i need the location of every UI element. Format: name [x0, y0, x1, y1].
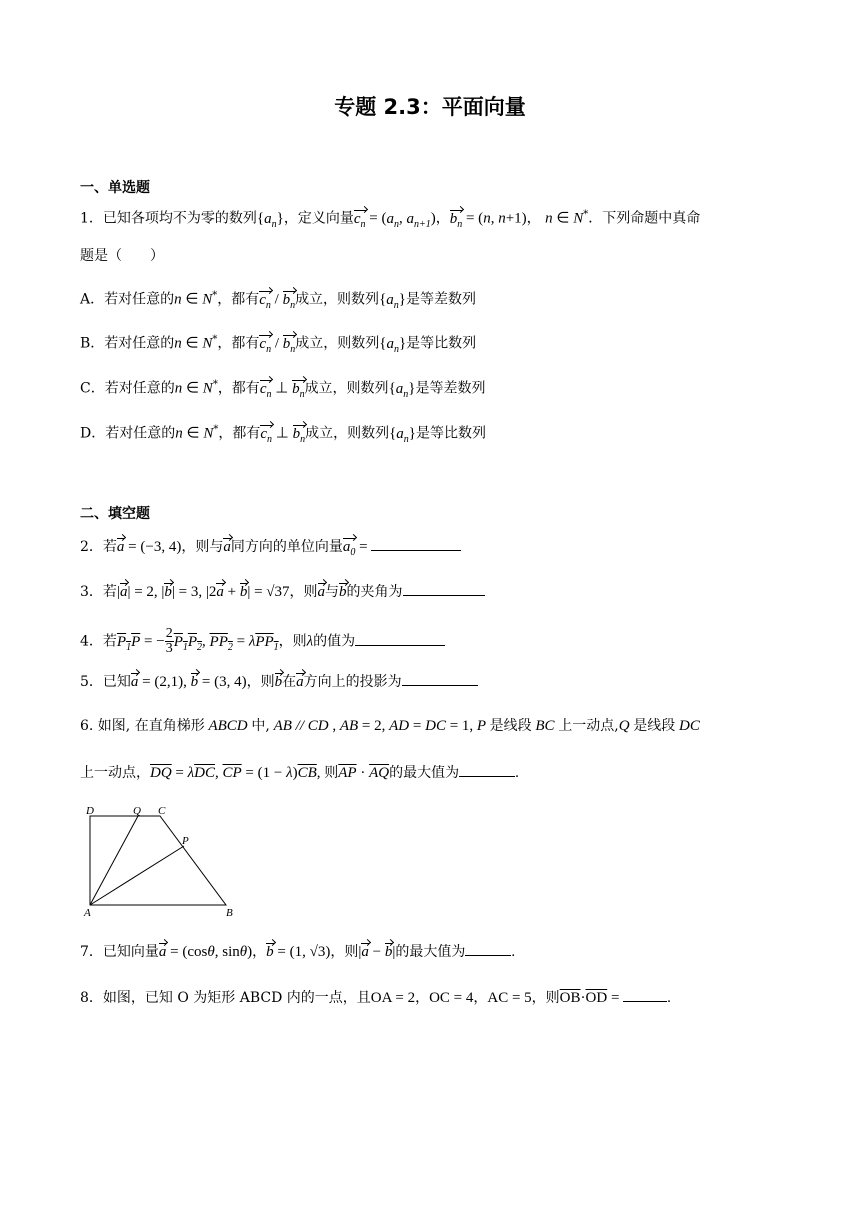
- option-d[interactable]: D．若对任意的n ∈ N*，都有$c_n$ ⊥ $b_n$成立，则数列$\{a_n\}$是等比数列: [80, 424, 486, 445]
- page-title: 专题 2.3：平面向量: [334, 95, 526, 119]
- answer-blank[interactable]: [355, 633, 445, 646]
- label-c: C: [158, 805, 166, 817]
- option-a[interactable]: A．若对任意的n ∈ N*，都有$c_n / b_n$成立，则数列$\{a_n\}$是等差数列: [80, 290, 476, 311]
- label-b: B: [226, 907, 233, 919]
- answer-blank[interactable]: [459, 764, 515, 777]
- option-b[interactable]: B．若对任意的n ∈ N*，都有$c_n / b_n$成立，则数列$\{a_n\}$是等比数列: [80, 334, 477, 355]
- answer-blank[interactable]: [371, 538, 461, 551]
- trapezoid-figure: [80, 800, 250, 922]
- question-4: 4．若$P_1P$ = − $\frac{2}{3}$ $P_1P_2$, $PP_2 = \lambda PP_1$，则λ的值为: [80, 627, 445, 656]
- answer-blank[interactable]: [403, 583, 485, 596]
- question-6: 6. 如图, 在直角梯形 ABCD 中, AB // CD , AB = 2, AD = DC = 1, P 是线段 BC 上一动点,Q 是线段 DC: [80, 718, 700, 734]
- question-1-stem-cont: 题是（ ）: [80, 248, 164, 264]
- section-fill-blank: 二、填空题: [80, 506, 150, 522]
- option-c[interactable]: C．若对任意的n ∈ N*，都有$c_n$ ⊥ $b_n$成立，则数列$\{a_n\}$是等差数列: [80, 379, 486, 400]
- label-p: P: [182, 835, 189, 847]
- question-1-stem: 1．已知各项均不为零的数列$\{a_n\}$，定义向量$c_n = (a_n$, $a_{n+1}$)，$b_n = (n$, n+1)， n ∈ N*．下列命题中真命: [80, 209, 701, 230]
- question-3: 3．若|a| = 2, |b| = 3, |2a + b| = √37，则a与b的夹角为: [80, 583, 485, 600]
- question-2: 2．若a = (−3, 4)，则与a同方向的单位向量$a_0$ =: [80, 538, 461, 558]
- question-8: 8．如图，已知 O 为矩形 ABCD 内的一点，且OA = 2，OC = 4，AC = 5，则$\overline{OB}\cdot\overline{OD}$ = .: [80, 990, 671, 1006]
- answer-blank[interactable]: [623, 989, 667, 1002]
- question-6-cont: 上一动点，$\overline{DQ} = \lambda\overline{DC}$, $\overline{CP} = (1 - \lambda)\overline{CB}$, 则$\overline{AP} \cdot \overline{AQ}$的最大值为 .: [80, 765, 519, 781]
- question-5: 5．已知a = (2,1), b = (3, 4)，则b在a方向上的投影为: [80, 673, 478, 690]
- answer-blank[interactable]: [465, 943, 511, 956]
- label-d: D: [86, 805, 94, 817]
- section-single-choice: 一、单选题: [80, 180, 150, 196]
- label-q: Q: [133, 805, 141, 817]
- answer-blank[interactable]: [402, 673, 478, 686]
- question-7: 7．已知向量a = (cosθ, sinθ)，b = (1, √3)，则|a − b|的最大值为 .: [80, 944, 516, 960]
- label-a: A: [84, 907, 91, 919]
